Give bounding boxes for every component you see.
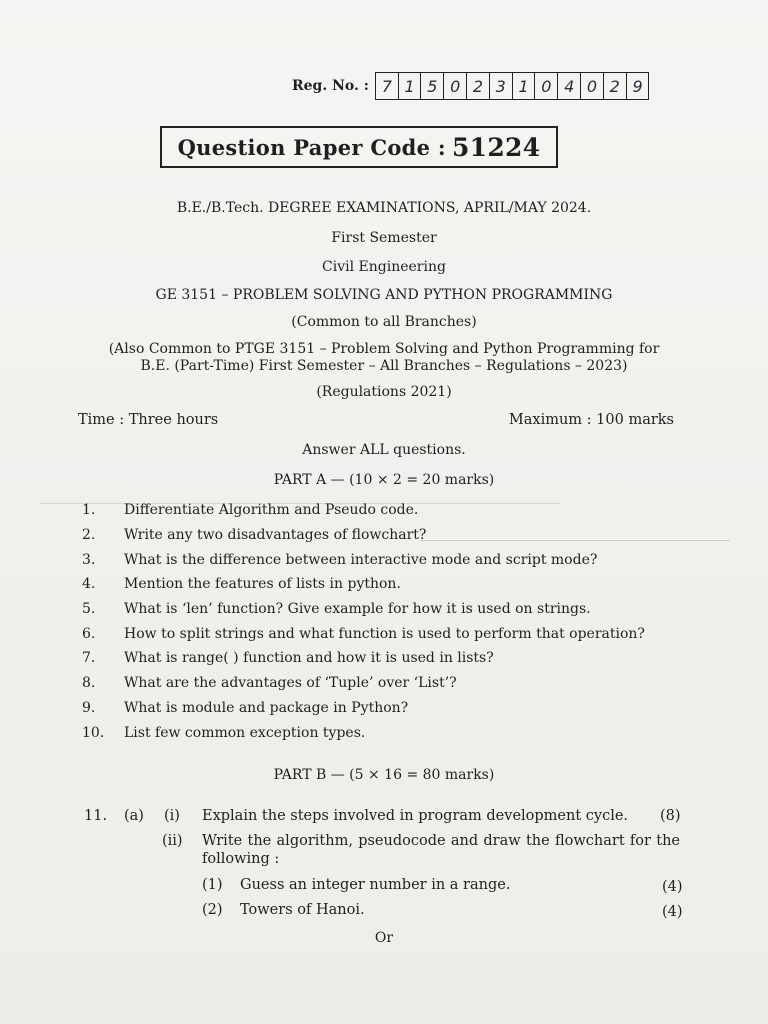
question-text: How to split strings and what function is used to perform that operation? (124, 625, 645, 642)
reg-digit: 7 (376, 73, 399, 99)
question-text: What are the advantages of ‘Tuple’ over ‘List’? (124, 675, 457, 692)
question-number: 8. (82, 675, 96, 692)
q11-i-label: (i) (164, 808, 180, 824)
reg-digit: 2 (467, 73, 490, 99)
time-allowed: Time : Three hours (78, 412, 219, 428)
reg-label: Reg. No. : (292, 78, 369, 94)
question-text: What is range( ) function and how it is used in lists? (124, 650, 494, 667)
semester: First Semester (331, 230, 437, 246)
q11-number: 11. (84, 808, 108, 824)
q11-a-label: (a) (124, 808, 144, 824)
paper-code-label: Question Paper Code : (177, 134, 446, 160)
reg-digit-boxes (375, 72, 650, 100)
question-number: 1. (82, 502, 96, 519)
q11-sub1-text: Guess an integer number in a range. (240, 877, 511, 893)
q11-i-marks: (8) (660, 808, 681, 824)
q11-sub1-number: (1) (202, 877, 223, 893)
question-text: What is module and package in Python? (124, 699, 409, 716)
question-text: List few common exception types. (124, 724, 366, 741)
question-number: 6. (82, 625, 96, 642)
q11-sub2-marks: (4) (662, 904, 683, 920)
question-text: Write any two disadvantages of flowchart? (124, 527, 427, 544)
list-item (78, 572, 698, 597)
or-separator: Or (374, 930, 394, 946)
common-note: (Common to all Branches) (291, 314, 477, 330)
list-item (78, 720, 698, 745)
reg-digit: 0 (535, 73, 558, 99)
paper-code-value: 51224 (451, 132, 541, 162)
part-b-title: PART B — (5 × 16 = 80 marks) (273, 767, 495, 783)
part-a-title: PART A — (10 × 2 = 20 marks) (273, 472, 495, 488)
q11-i-text: Explain the steps involved in program development cycle. (202, 808, 629, 824)
question-number: 7. (82, 650, 96, 667)
question-number: 3. (82, 551, 96, 568)
time-marks-row (78, 412, 674, 428)
list-item (78, 523, 698, 548)
q11-ii-label: (ii) (162, 833, 183, 849)
regulations: (Regulations 2021) (316, 384, 452, 400)
list-item (78, 547, 698, 572)
part-a-questions (78, 498, 698, 745)
reg-digit: 4 (558, 73, 581, 99)
question-text: Mention the features of lists in python. (124, 576, 401, 593)
question-number: 9. (82, 699, 96, 716)
list-item (78, 646, 698, 671)
maximum-marks: Maximum : 100 marks (508, 412, 674, 428)
question-number: 5. (82, 601, 96, 618)
registration-number (292, 72, 649, 100)
reg-digit: 3 (490, 73, 513, 99)
question-paper-code-box (160, 126, 558, 168)
list-item (78, 621, 698, 646)
list-item (78, 498, 698, 523)
reg-digit: 0 (581, 73, 604, 99)
q11-ii-text-1: Write the algorithm, pseudocode and draw the flowchart for the (202, 833, 680, 849)
instruction: Answer ALL questions. (302, 442, 466, 458)
question-text: What is the difference between interactive mode and script mode? (124, 551, 598, 568)
q11-sub2-number: (2) (202, 902, 223, 918)
reg-digit: 5 (421, 73, 444, 99)
reg-digit: 1 (399, 73, 422, 99)
question-text: What is ‘len’ function? Give example for how it is used on strings. (124, 601, 591, 618)
also-common-line-2: B.E. (Part-Time) First Semester – All Branches – Regulations – 2023) (140, 358, 628, 374)
q11-sub1-marks: (4) (662, 879, 683, 895)
question-text: Differentiate Algorithm and Pseudo code. (124, 502, 419, 519)
question-number: 4. (82, 576, 96, 593)
exam-title: B.E./B.Tech. DEGREE EXAMINATIONS, APRIL/MAY 2024. (176, 200, 592, 216)
reg-digit: 2 (604, 73, 627, 99)
question-number: 10. (82, 724, 105, 741)
also-common-line-1: (Also Common to PTGE 3151 – Problem Solving and Python Programming for (108, 341, 660, 357)
q11-ii-text-2: following : (202, 851, 280, 867)
list-item (78, 671, 698, 696)
q11-sub2-text: Towers of Hanoi. (240, 902, 365, 918)
branch: Civil Engineering (322, 259, 446, 275)
list-item (78, 696, 698, 721)
reg-digit: 0 (444, 73, 467, 99)
list-item (78, 597, 698, 622)
course-title: GE 3151 – PROBLEM SOLVING AND PYTHON PROGRAMMING (155, 287, 613, 303)
reg-digit: 9 (632, 76, 643, 96)
question-number: 2. (82, 527, 96, 544)
reg-digit: 1 (513, 73, 536, 99)
